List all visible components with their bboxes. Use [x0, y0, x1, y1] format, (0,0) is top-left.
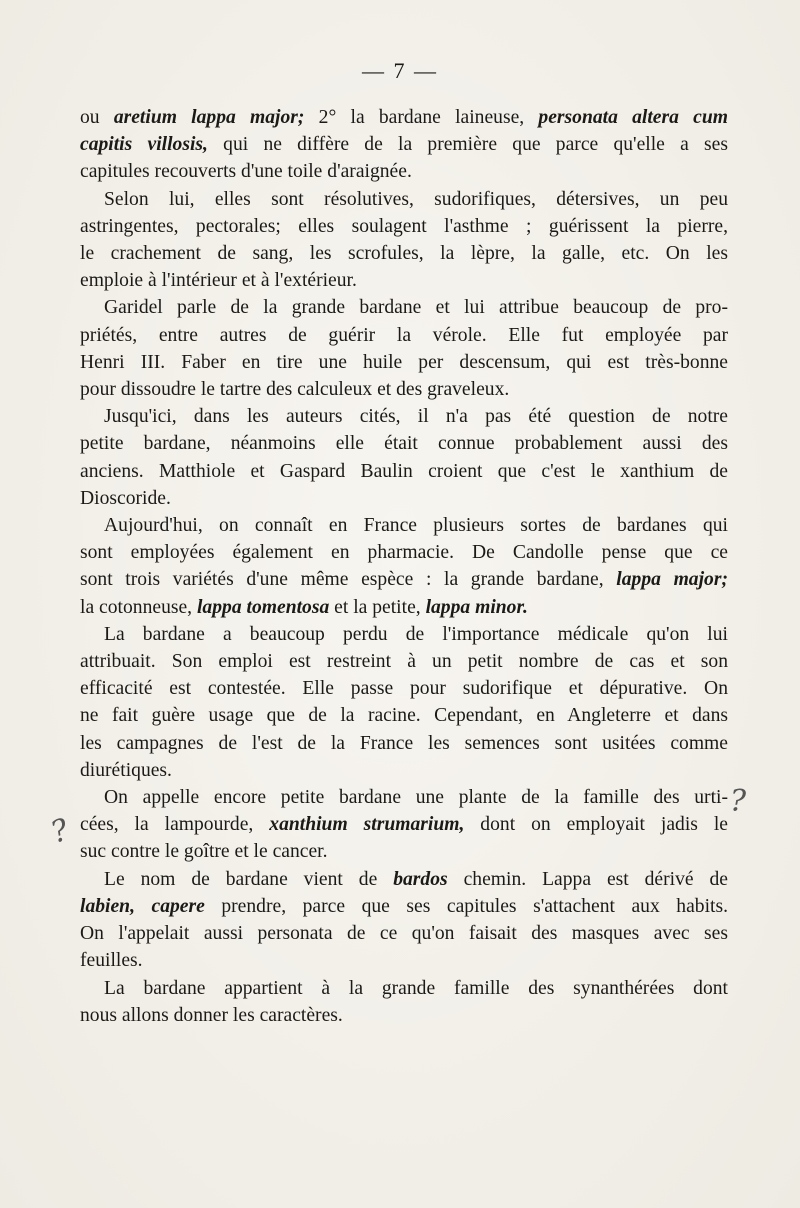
italic-term: bardos — [393, 868, 448, 890]
text-segment: pour dissoudre le tartre des calculeux et des graveleux. — [80, 379, 510, 401]
text-segment: La bardane appartient à la grande famille des synanthérées dont — [104, 977, 728, 999]
text-line — [80, 866, 728, 893]
text-line — [80, 1002, 728, 1029]
text-line — [80, 349, 728, 376]
text-segment: feuilles. — [80, 950, 143, 972]
text-line — [80, 947, 728, 974]
text-segment: Dioscoride. — [80, 487, 171, 509]
text-line — [80, 104, 728, 131]
text-segment: ne fait guère usage que de la racine. Cependant, en Angleterre et dans — [80, 705, 728, 727]
text-segment: Selon lui, elles sont résolutives, sudorifiques, détersives, un peu — [104, 188, 728, 210]
text-segment: attribuait. Son emploi est restreint à un petit nombre de cas et son — [80, 651, 728, 673]
text-segment: chemin. Lappa est dérivé de — [447, 868, 729, 890]
margin-annotation-right: ? — [730, 784, 747, 819]
text-segment: capitules recouverts d'une toile d'araignée. — [80, 161, 412, 183]
text-segment: nous allons donner les caractères. — [80, 1004, 343, 1026]
text-line — [80, 975, 728, 1002]
italic-term: xanthium strumarium, — [269, 814, 465, 836]
italic-term: capitis villosis, — [80, 134, 208, 156]
text-line — [80, 131, 728, 158]
italic-term: aretium lappa major; — [113, 107, 305, 128]
text-segment: prendre, parce que ses capitules s'attachent aux habits. — [204, 895, 728, 917]
text-line — [80, 675, 728, 702]
margin-annotation-left: ? — [46, 812, 74, 851]
italic-term: personata altera cum — [538, 107, 728, 128]
text-line — [80, 594, 728, 621]
text-line — [80, 240, 728, 267]
text-segment: Garidel parle de la grande bardane et lui attribue beaucoup de pro- — [104, 297, 728, 319]
text-line — [80, 322, 728, 349]
text-segment: qui ne diffère de la première que parce qu'elle a ses — [207, 134, 729, 156]
text-line — [80, 893, 728, 920]
text-segment: sont employées également en pharmacie. De Candolle pense que ce — [80, 542, 728, 564]
text-line — [80, 811, 728, 838]
body-text — [80, 104, 728, 1029]
text-line — [80, 920, 728, 947]
text-line — [80, 730, 728, 757]
text-line — [80, 757, 728, 784]
text-line — [80, 702, 728, 729]
text-line — [80, 485, 728, 512]
text-segment: efficacité est contestée. Elle passe pour sudorifique et dépurative. On — [80, 678, 728, 700]
text-segment: Aujourd'hui, on connaît en France plusieurs sortes de bardanes qui — [104, 515, 728, 537]
text-segment: le crachement de sang, les scrofules, la lèpre, la galle, etc. On les — [80, 243, 728, 265]
text-segment: Henri III. Faber en tire une huile per descensum, qui est très-bonne — [80, 351, 728, 373]
text-segment: 2° la bardane laineuse, — [304, 107, 539, 128]
text-line — [80, 458, 728, 485]
text-segment: anciens. Matthiole et Gaspard Baulin croient que c'est le xanthium de — [80, 460, 728, 482]
text-line — [80, 430, 728, 457]
text-line — [80, 158, 728, 185]
text-line — [80, 267, 728, 294]
italic-term: lappa minor. — [425, 596, 528, 618]
text-segment: sont trois variétés d'une même espèce : la grande bardane, — [80, 569, 617, 591]
italic-term: labien, capere — [80, 895, 205, 917]
text-segment: la cotonneuse, — [80, 596, 197, 618]
text-segment: ou — [80, 107, 114, 128]
text-line — [80, 376, 728, 403]
page-number: — 7 — — [362, 58, 438, 83]
text-line — [80, 621, 728, 648]
text-segment: astringentes, pectorales; elles soulagent l'asthme ; guérissent la pierre, — [80, 215, 728, 237]
text-segment: priétés, entre autres de guérir la vérole. Elle fut employée par — [80, 324, 728, 346]
italic-term: lappa tomentosa — [196, 596, 330, 618]
text-segment: Jusqu'ici, dans les auteurs cités, il n'a pas été question de notre — [104, 406, 728, 428]
text-segment: petite bardane, néanmoins elle était connue probablement aussi des — [80, 433, 728, 455]
text-segment: suc contre le goître et le cancer. — [80, 841, 328, 863]
text-segment: et la petite, — [329, 596, 426, 618]
text-line — [80, 512, 728, 539]
text-segment: On l'appelait aussi personata de ce qu'on faisait des masques avec ses — [80, 923, 728, 945]
text-line — [80, 403, 728, 430]
text-segment: dont on employait jadis le — [464, 814, 728, 836]
text-line — [80, 566, 728, 593]
text-segment: La bardane a beaucoup perdu de l'importance médicale qu'on lui — [104, 623, 728, 645]
text-line — [80, 186, 728, 213]
text-line — [80, 648, 728, 675]
text-segment: On appelle encore petite bardane une plante de la famille des urti- — [104, 787, 728, 809]
italic-term: lappa major; — [616, 569, 728, 591]
text-segment: les campagnes de l'est de la France les semences sont usitées comme — [80, 732, 728, 754]
text-segment: diurétiques. — [80, 759, 172, 781]
text-line — [80, 539, 728, 566]
text-line — [80, 838, 728, 865]
text-segment: cées, la lampourde, — [80, 814, 270, 836]
text-segment: Le nom de bardane vient de — [104, 868, 394, 890]
text-segment: emploie à l'intérieur et à l'extérieur. — [80, 270, 357, 292]
text-line — [80, 784, 728, 811]
text-line — [80, 213, 728, 240]
text-line — [80, 294, 728, 321]
